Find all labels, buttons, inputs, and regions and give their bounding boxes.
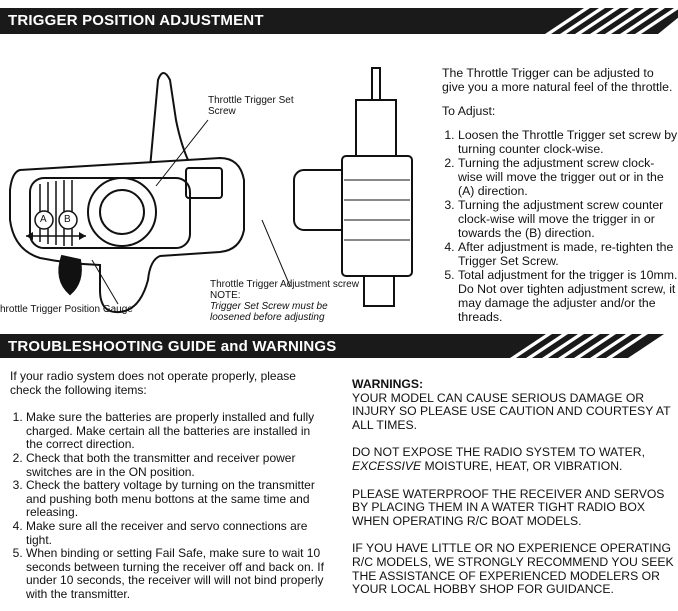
adjustment-note <box>210 279 359 323</box>
section-title: TRIGGER POSITION ADJUSTMENT <box>8 12 264 29</box>
warning-1: YOUR MODEL CAN CAUSE SERIOUS DAMAGE OR INJURY SO PLEASE USE CAUTION AND COURTESY AT ALL TIMES. <box>352 390 671 432</box>
adjust-step: 3. Turning the adjustment screw counter clock-wise will move the trigger in or towards the (B) direction. <box>458 198 678 240</box>
to-adjust-heading: To Adjust: <box>442 104 496 118</box>
stripes-decoration <box>0 8 678 34</box>
adjust-step: 1. Loosen the Throttle Trigger set screw by turning counter clock-wise. <box>458 128 678 156</box>
trigger-intro: The Throttle Trigger can be adjusted to give you a more natural feel of the throttle. <box>442 66 673 94</box>
stripes-decoration <box>0 334 678 358</box>
warnings-column <box>352 378 678 611</box>
troubleshooting-list <box>10 411 330 601</box>
set-screw-label: Throttle Trigger Set Screw <box>208 95 294 117</box>
note-line-2: loosened before adjusting <box>210 312 325 323</box>
position-gauge-label: hrottle Trigger Position Gauge <box>0 304 133 315</box>
marker-b: B <box>64 214 71 225</box>
troubleshooting-item: 2. Check that both the transmitter and receiver power switches are in the ON position. <box>26 452 330 479</box>
adjust-steps <box>442 128 678 324</box>
note-label: NOTE: <box>210 290 241 301</box>
section-header-troubleshooting <box>0 334 678 358</box>
warning-4: IF YOU HAVE LITTLE OR NO EXPERIENCE OPERATING R/C MODELS, WE STRONGLY RECOMMEND YOU SEEK THE ASSISTANCE OF EXPERIENCED MODELERS OR YOUR LOCAL HOBBY SHOP FOR GUIDANCE. <box>352 541 674 597</box>
warning-3: PLEASE WATERPROOF THE RECEIVER AND SERVOS BY PLACING THEM IN A WATER TIGHT RADIO BOX WHEN OPERATING R/C BOAT MODELS. <box>352 486 665 528</box>
troubleshooting-intro: If your radio system does not operate properly, please check the following items: <box>10 369 296 397</box>
note-line-1: Trigger Set Screw must be <box>210 301 328 312</box>
adjust-step: 4. After adjustment is made, re-tighten the Trigger Set Screw. <box>458 240 678 268</box>
warning-2-post: MOISTURE, HEAT, OR VIBRATION. <box>421 458 623 473</box>
warning-2-em: EXCESSIVE <box>352 458 422 473</box>
troubleshooting-item: 5. When binding or setting Fail Safe, make sure to wait 10 seconds between turning the receiver off and back on. If under 10 seconds, the receiver will will not bind properly with the transmitter. <box>26 547 330 601</box>
troubleshooting-item: 1. Make sure the batteries are properly installed and fully charged. Make certain all the batteries are installed in the correct direction. <box>26 411 330 452</box>
troubleshooting-column <box>10 370 330 602</box>
troubleshooting-item: 4. Make sure all the receiver and servo connections are tight. <box>26 520 330 547</box>
warning-2-pre: DO NOT EXPOSE THE RADIO SYSTEM TO WATER, <box>352 445 645 460</box>
section-title: TROUBLESHOOTING GUIDE and WARNINGS <box>8 338 337 355</box>
warning-2 <box>352 446 678 473</box>
adjust-step: 2. Turning the adjustment screw clock-wise will move the trigger out or in the (A) direction. <box>458 156 678 198</box>
trigger-instructions <box>442 66 678 324</box>
adjust-step: 5. Total adjustment for the trigger is 10mm. Do Not over tighten adjustment screw, it may damage the adjuster and/or the threads. <box>458 268 678 324</box>
warnings-heading: WARNINGS: <box>352 377 424 391</box>
marker-a: A <box>40 214 47 225</box>
adjustment-screw-label: Throttle Trigger Adjustment screw <box>210 279 359 290</box>
transmitter-front-view <box>280 60 440 310</box>
troubleshooting-item: 3. Check the battery voltage by turning on the transmitter and pushing both menu bottons at the same time and releasing. <box>26 479 330 520</box>
section-header-trigger <box>0 8 678 34</box>
